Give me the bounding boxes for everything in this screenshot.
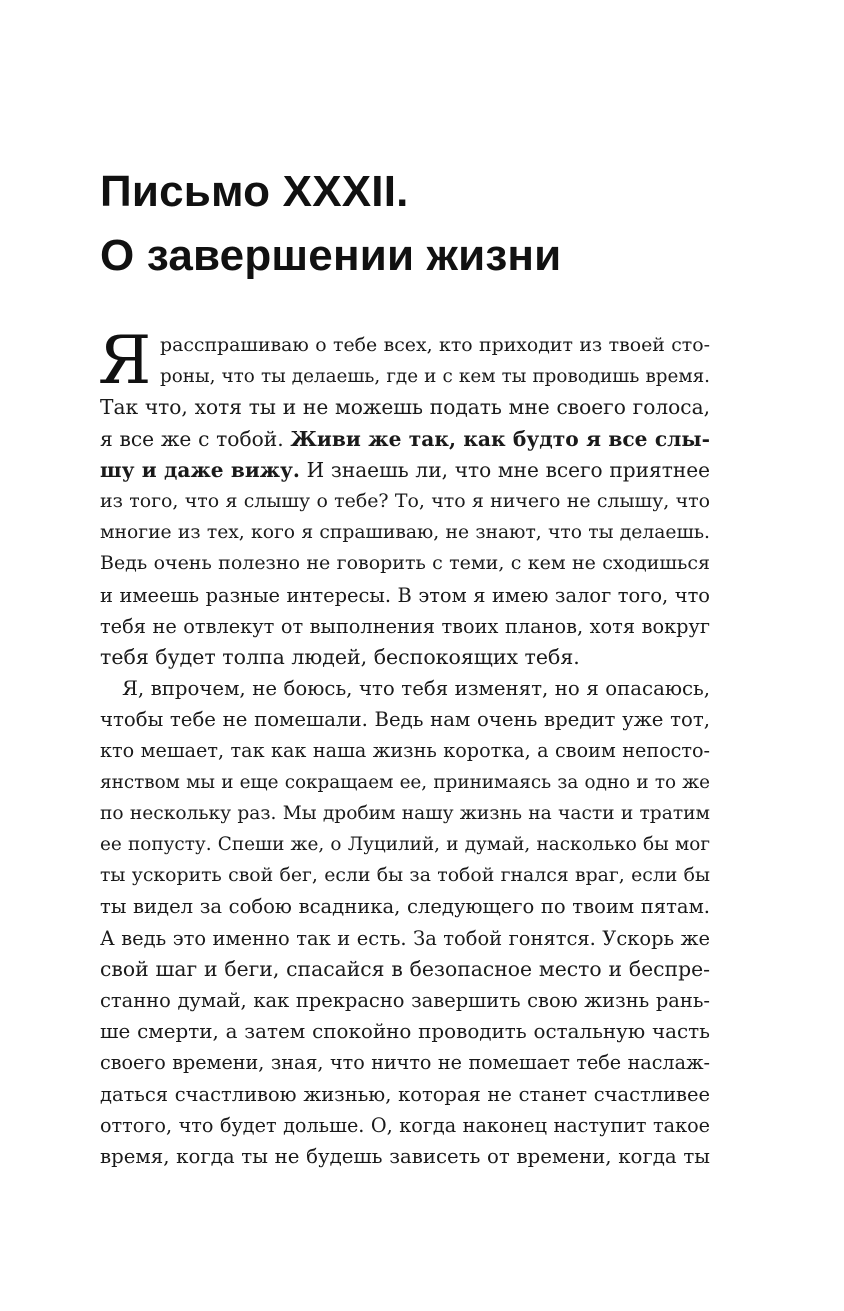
text-line: свой шаг и беги, спасайся в безопасное место и беспре- <box>100 956 710 981</box>
text-line: ше смерти, а затем спокойно проводить остальную часть <box>100 1020 710 1044</box>
chapter-title <box>100 160 740 288</box>
text-line: даться счастливою жизнью, которая не станет счастливее <box>100 1082 710 1106</box>
drop-cap: Я <box>98 322 152 399</box>
text-line: чтобы тебе не помешали. Ведь нам очень вредит уже тот, <box>100 708 710 732</box>
text-line: ты видел за собою всадника, следующего по твоим пятам. <box>100 895 710 919</box>
text-line: А ведь это именно так и есть. За тобой гонятся. Ускорь же <box>100 926 710 950</box>
text-line: расспрашиваю о тебе всех, кто приходит из твоей сто- <box>160 334 710 356</box>
chapter-title-line-2: О завершении жизни <box>100 231 562 280</box>
text-line: по нескольку раз. Мы дробим нашу жизнь на части и тратим <box>100 802 710 824</box>
paragraph-2 <box>100 673 710 1172</box>
paragraph-1 <box>98 322 711 673</box>
text-line: из того, что я слышу о тебе? То, что я ничего не слышу, что <box>100 489 710 512</box>
emphasis-text: шу и даже вижу. <box>100 457 300 482</box>
text-run: И знаешь ли, что мне всего приятнее <box>299 457 710 482</box>
text-line <box>100 424 710 455</box>
text-line <box>100 455 710 486</box>
text-line: янством мы и еще сокращаем ее, принимаясь за одно и то же <box>100 771 710 793</box>
text-line: Так что, хотя ты и не можешь подать мне своего голоса, <box>100 395 710 420</box>
text-line: тебя не отвлекут от выполнения твоих планов, хотя вокруг <box>100 614 710 638</box>
text-line: и имеешь разные интересы. В этом я имею залог того, что <box>100 583 710 607</box>
text-line: ты ускорить свой бег, если бы за тобой гнался враг, если бы <box>100 865 710 887</box>
emphasis-text: Живи же так, как будто я все слы- <box>290 426 711 451</box>
text-line: ее попусту. Спеши же, о Луцилий, и думай, насколько бы мог <box>100 834 710 855</box>
text-line: Ведь очень полезно не говорить с теми, с кем не сходишься <box>100 552 710 575</box>
text-line: время, когда ты не будешь зависеть от времени, когда ты <box>100 1144 710 1168</box>
text-line: станно думай, как прекрасно завершить свою жизнь рань- <box>100 988 710 1012</box>
text-line: роны, что ты делаешь, где и с кем ты проводишь время. <box>160 366 710 388</box>
text-run: я все же с тобой. <box>100 426 291 451</box>
text-line: кто мешает, так как наша жизнь коротка, а своим непосто- <box>100 739 710 763</box>
text-line: оттого, что будет дольше. О, когда наконец наступит такое <box>100 1113 710 1137</box>
body-text <box>98 322 711 1172</box>
text-line: Я, впрочем, не боюсь, что тебя изменят, но я опасаюсь, <box>122 677 710 701</box>
chapter-title-line-1: Письмо XXXII. <box>100 167 409 216</box>
text-line: многие из тех, кого я спрашиваю, не знают, что ты делаешь. <box>100 522 710 544</box>
text-line: тебя будет толпа людей, беспокоящих тебя. <box>100 644 580 669</box>
text-line: своего времени, зная, что ничто не помешает тебе наслаж- <box>100 1051 710 1075</box>
